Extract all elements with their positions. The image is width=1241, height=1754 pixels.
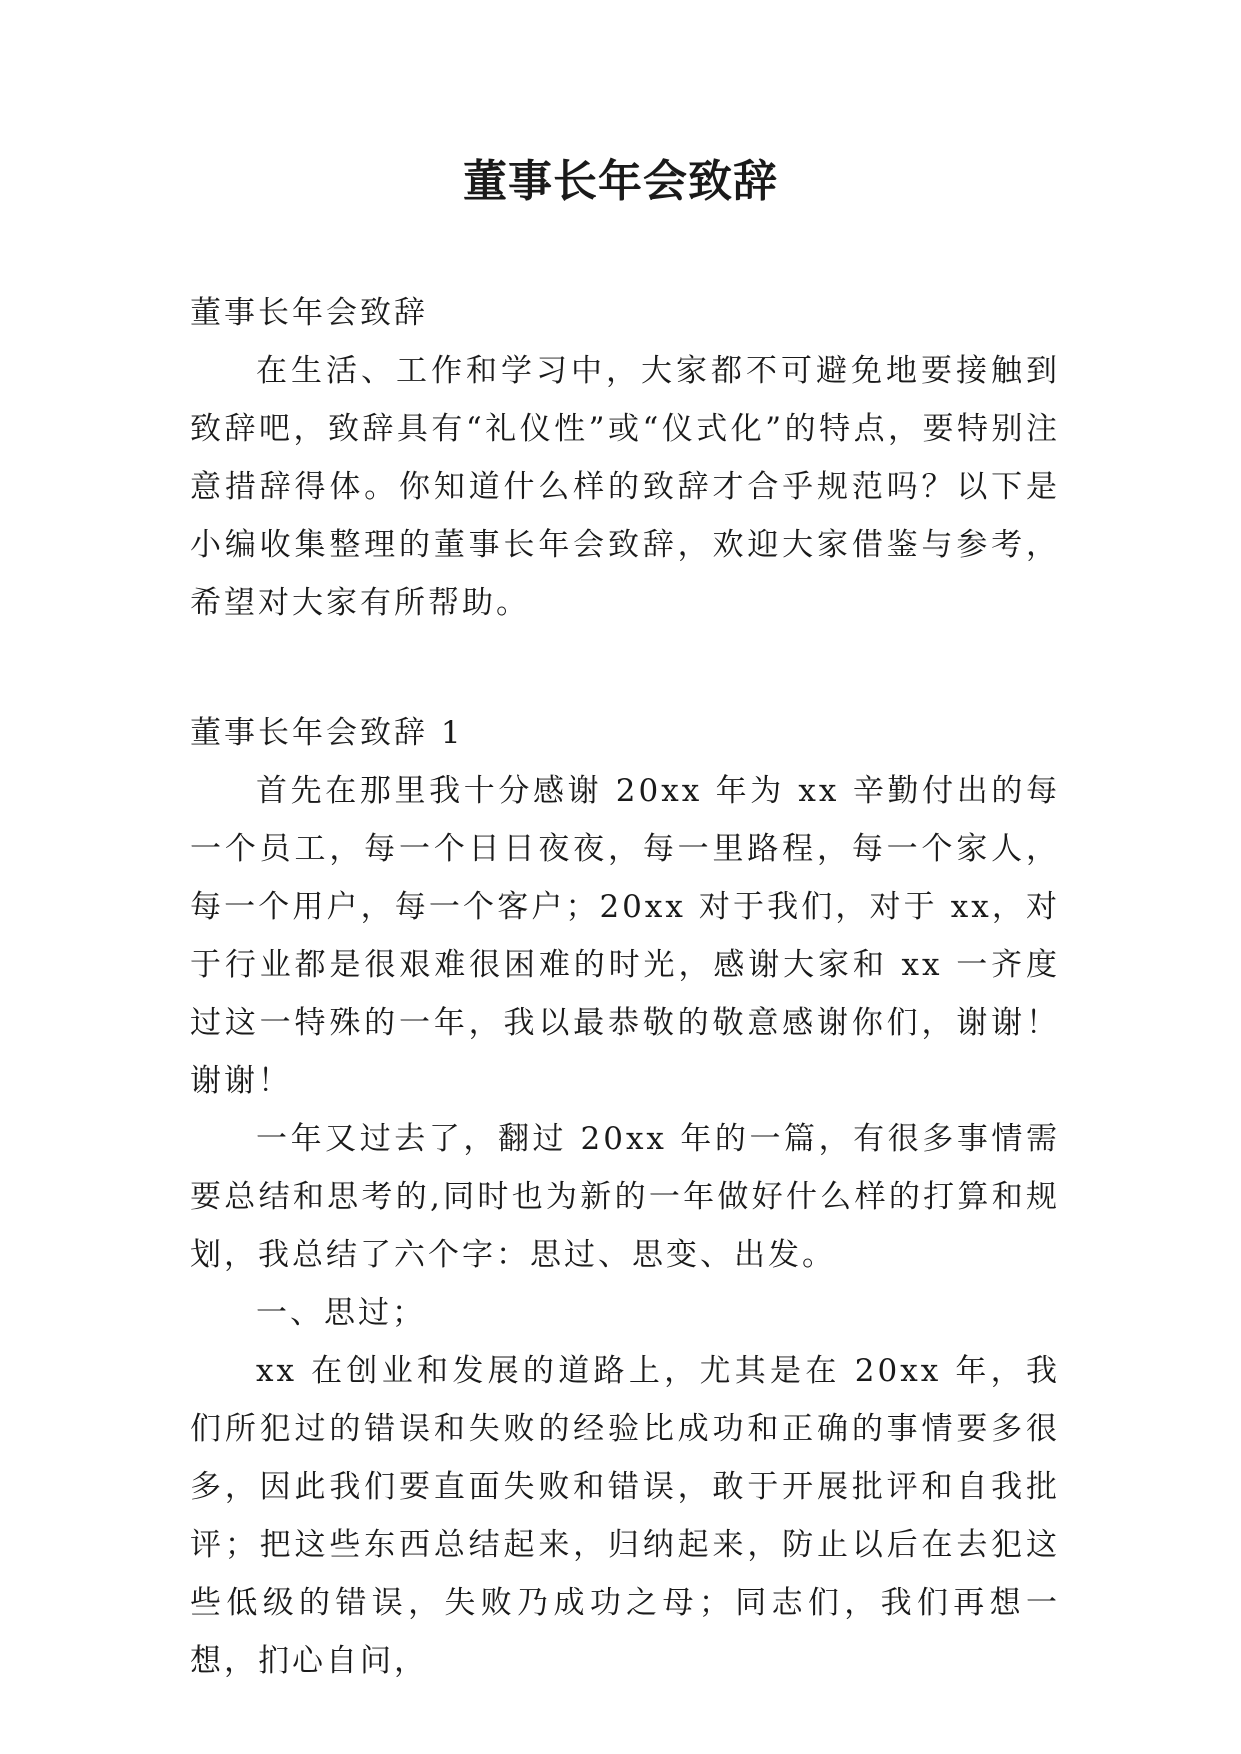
subsection-heading: 一、思过；: [256, 1295, 426, 1331]
body-paragraph: 首先在那里我十分感谢 20xx 年为 xx 辛勤付出的每一个员工，每一个日日夜夜，每一里路程，每一个家人，每一个用户，每一个客户；20xx 对于我们，对于 xx，对于行业都是很艰难很困难的时光，感谢大家和 xx 一齐度过这一特殊的一年，我以最恭敬的敬意感谢你们，谢谢！谢谢！: [190, 773, 1060, 1099]
document-body: [190, 284, 1060, 1690]
document-title: 董事长年会致辞: [463, 156, 778, 207]
section-spacer: [190, 632, 1060, 704]
body-paragraph: 一年又过去了，翻过 20xx 年的一篇，有很多事情需要总结和思考的,同时也为新的一年做好什么样的打算和规划，我总结了六个字：思过、思变、出发。: [190, 1121, 1060, 1273]
section-heading-1: 董事长年会致辞 1: [190, 715, 464, 751]
body-paragraph: xx 在创业和发展的道路上，尤其是在 20xx 年，我们所犯过的错误和失败的经验比成功和正确的事情要多很多，因此我们要直面失败和错误，敢于开展批评和自我批评；把这些东西总结起来，归纳起来，防止以后在去犯这些低级的错误，失败乃成功之母；同志们，我们再想一想，扪心自问，: [190, 1353, 1060, 1679]
intro-heading: 董事长年会致辞: [190, 295, 428, 331]
intro-paragraph: 在生活、工作和学习中，大家都不可避免地要接触到致辞吧，致辞具有“礼仪性”或“仪式化”的特点，要特别注意措辞得体。你知道什么样的致辞才合乎规范吗？以下是小编收集整理的董事长年会致辞，欢迎大家借鉴与参考，希望对大家有所帮助。: [190, 353, 1060, 621]
